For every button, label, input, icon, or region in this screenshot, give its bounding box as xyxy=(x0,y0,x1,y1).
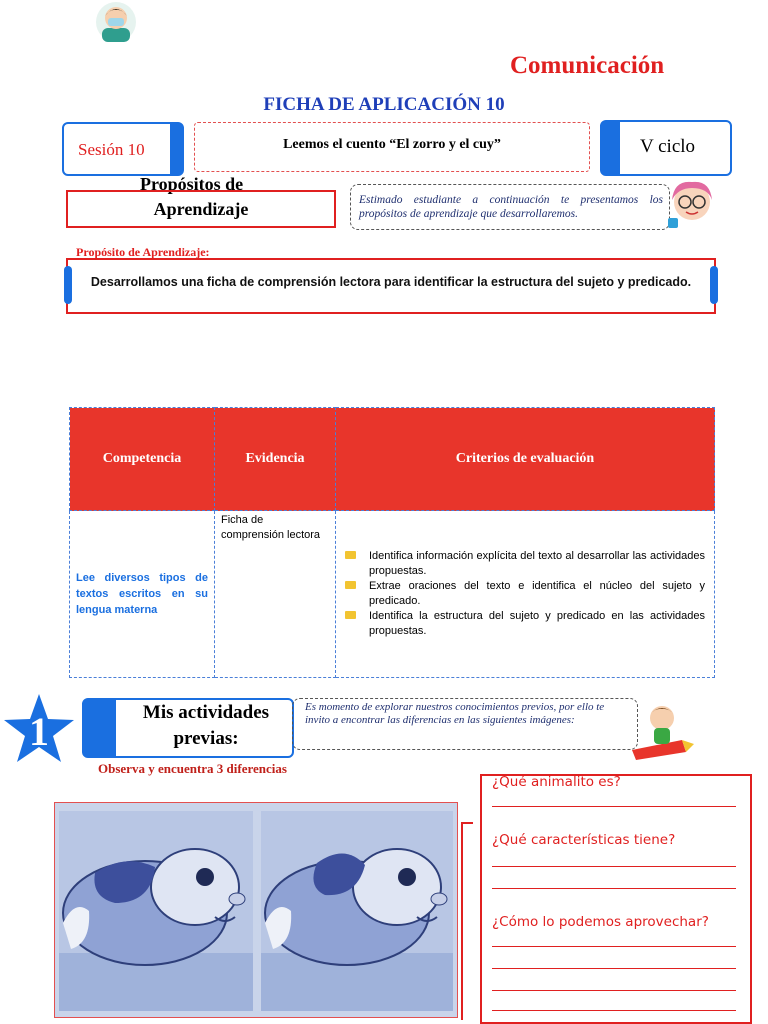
table-row xyxy=(70,511,715,678)
cell-criterios xyxy=(336,511,715,678)
activities-heading xyxy=(124,700,288,752)
question-3: ¿Cómo lo podemos aprovechar? xyxy=(492,914,709,930)
answer-line xyxy=(492,968,736,969)
student-avatar-icon xyxy=(92,0,140,44)
questions-box xyxy=(480,774,752,1024)
cell-competencia: Lee diversos tipos de textos escritos en su lengua materna xyxy=(70,511,215,678)
criteria-text: Identifica la estructura del sujeto y predicado en las actividades propuestas. xyxy=(369,610,705,637)
criteria-list xyxy=(337,549,713,639)
answer-line xyxy=(492,1010,736,1011)
header-evidencia: Evidencia xyxy=(215,408,336,511)
folder-icon xyxy=(345,611,356,619)
answer-line xyxy=(492,946,736,947)
folder-icon xyxy=(345,581,356,589)
activities-bubble-text: Es momento de explorar nuestros conocimientos previos, por ello te invito a encontrar las diferencias en las siguientes imágenes: xyxy=(305,701,605,726)
sheet-title: FICHA DE APLICACIÓN 10 xyxy=(263,94,505,115)
header-competencia: Competencia xyxy=(70,408,215,511)
evidencia-line2: comprensión lectora xyxy=(221,529,321,541)
question-2: ¿Qué características tiene? xyxy=(492,832,676,848)
cell-evidencia xyxy=(215,511,336,678)
activities-heading-line2: previas: xyxy=(173,728,239,749)
purpose-label: Propósito de Aprendizaje: xyxy=(76,245,210,259)
criteria-table xyxy=(69,407,715,678)
purpose-right-cap xyxy=(710,266,718,304)
criteria-text: Identifica información explícita del texto al desarrollar las actividades propuestas. xyxy=(369,550,705,577)
answer-line xyxy=(492,806,736,807)
activities-heading-box xyxy=(82,698,294,758)
evidencia-line1-wrap xyxy=(221,513,329,528)
purposes-speech-bubble xyxy=(350,184,670,230)
guinea-pig-illustration xyxy=(55,803,457,1017)
activities-tab-decoration xyxy=(84,700,116,756)
purpose-text: Desarrollamos una ficha de comprensión lectora para identificar la estructura del sujeto y predicado. xyxy=(90,275,692,289)
answer-line xyxy=(492,990,736,991)
cycle-box xyxy=(600,120,732,176)
story-box xyxy=(194,122,590,172)
session-box xyxy=(62,122,184,176)
bracket-line xyxy=(461,822,473,1020)
list-item xyxy=(345,579,705,609)
activity-instruction: Observa y encuentra 3 diferencias xyxy=(98,761,287,776)
purposes-bubble-text: Estimado estudiante a continuación te presentamos los propósitos de aprendizaje que desarrollaremos. xyxy=(359,194,663,220)
answer-line xyxy=(492,866,736,867)
activities-speech-bubble xyxy=(292,698,638,750)
activity-number: 1 xyxy=(29,709,49,754)
cycle-tab-decoration xyxy=(602,122,620,174)
list-item xyxy=(345,549,705,579)
question-1: ¿Qué animalito es? xyxy=(492,774,621,790)
activities-heading-line1: Mis actividades xyxy=(142,702,270,723)
cycle-label: V ciclo xyxy=(640,136,696,157)
answer-line xyxy=(492,888,736,889)
subject-title: Comunicación xyxy=(510,52,665,79)
purposes-heading-line2: Aprendizaje xyxy=(153,199,249,219)
session-tab-decoration xyxy=(170,124,182,174)
list-item xyxy=(345,609,705,639)
session-label: Sesión 10 xyxy=(78,140,145,159)
evidencia-line1: Ficha de xyxy=(221,514,264,526)
story-title: Leemos el cuento “El zorro y el cuy” xyxy=(283,137,501,152)
purposes-heading-line1: Propósitos de xyxy=(140,174,244,194)
table-header-row xyxy=(70,408,715,511)
difference-images xyxy=(54,802,458,1018)
girl-glasses-icon xyxy=(664,178,720,230)
purpose-box xyxy=(66,258,716,314)
header-criterios: Criterios de evaluación xyxy=(336,408,715,511)
boy-pencil-icon xyxy=(626,700,696,762)
criteria-text: Extrae oraciones del texto e identifica el núcleo del sujeto y predicado. xyxy=(369,580,705,607)
folder-icon xyxy=(345,551,356,559)
purposes-heading-box xyxy=(66,190,336,228)
